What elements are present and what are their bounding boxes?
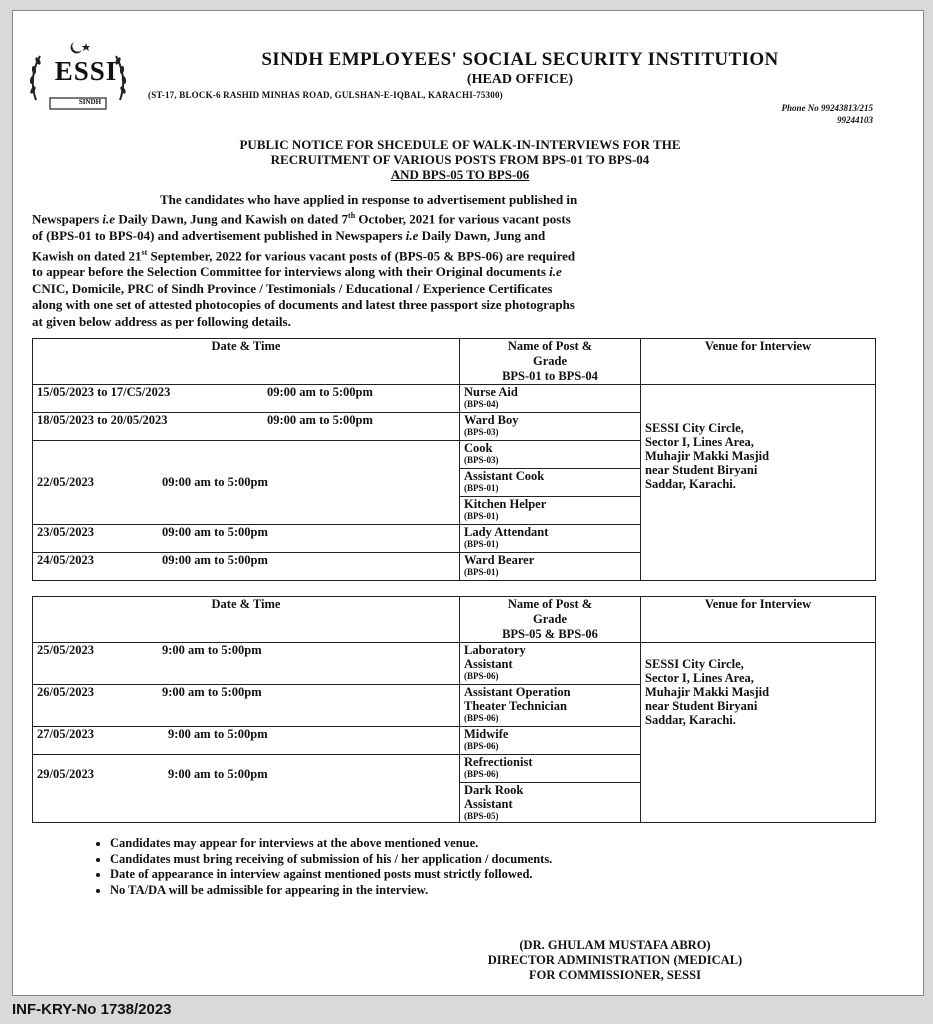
signature-block	[400, 938, 830, 983]
phone-numbers	[673, 102, 873, 126]
office-label: (HEAD OFFICE)	[466, 72, 574, 87]
post-cell: Ward Boy (BPS-03)	[460, 413, 641, 441]
venue-cell: SESSI City Circle, Sector I, Lines Area, Muhajir Makki Masjid near Student Biryani Saddar, Karachi.	[641, 643, 876, 823]
post-cell: Assistant Cook (BPS-01)	[460, 469, 641, 497]
list-item: • No TA/DA will be admissible for appearing in the interview.	[110, 883, 890, 899]
logo-caption: SINDH	[78, 98, 102, 106]
post-cell: Cook (BPS-03)	[460, 441, 641, 469]
table-row: 18/05/2023 to 20/05/2023 09:00 am to 5:00pm Ward Boy (BPS-03)	[33, 413, 876, 441]
signatory-name: (DR. GHULAM MUSTAFA ABRO)	[519, 938, 711, 952]
post-cell: Nurse Aid (BPS-04)	[460, 385, 641, 413]
post-cell: Dark Rook Assistant (BPS-05)	[460, 783, 641, 823]
body-line: to appear before the Selection Committee for interviews along with their Original documents i.e	[32, 264, 562, 280]
header-post-grade: Name of Post & Grade BPS-01 to BPS-04	[460, 339, 641, 385]
post-cell: Midwife (BPS-06)	[460, 727, 641, 755]
header-post-grade: Name of Post & Grade BPS-05 & BPS-06	[460, 597, 641, 643]
post-cell: Kitchen Helper (BPS-01)	[460, 497, 641, 525]
header-date-time: Date & Time	[33, 597, 460, 643]
table-row: 29/05/2023 9:00 am to 5:00pm Refrectionist (BPS-06)	[33, 755, 876, 783]
post-cell: Lady Attendant (BPS-01)	[460, 525, 641, 553]
table-row: 24/05/2023 09:00 am to 5:00pm Ward Bearer (BPS-01)	[33, 553, 876, 581]
logo-letters: ESSI	[54, 56, 118, 86]
body-line: Kawish on dated 21st September, 2022 for various vacant posts of (BPS-05 & BPS-06) are required	[32, 247, 576, 263]
schedule-table-bps-05-06	[32, 596, 876, 823]
post-cell: Laboratory Assistant (BPS-06)	[460, 643, 641, 685]
table-row: 23/05/2023 09:00 am to 5:00pm Lady Attendant (BPS-01)	[33, 525, 876, 553]
notice-title	[60, 137, 860, 182]
list-item: • Candidates must bring receiving of submission of his / her application / documents.	[110, 852, 890, 868]
table-row: 27/05/2023 9:00 am to 5:00pm Midwife (BPS-06)	[33, 727, 876, 755]
notice-title-line-3: AND BPS-05 TO BPS-06	[390, 167, 530, 182]
body-line: of (BPS-01 to BPS-04) and advertisement published in Newspapers i.e Daily Dawn, Jung and	[32, 228, 546, 244]
list-item: • Date of appearance in interview against mentioned posts must strictly followed.	[110, 867, 890, 883]
signatory-designation: DIRECTOR ADMINISTRATION (MEDICAL)	[487, 953, 743, 967]
list-item: • Candidates may appear for interviews at the above mentioned venue.	[110, 836, 890, 852]
table-row: 25/05/2023 9:00 am to 5:00pm Laboratory Assistant (BPS-06) SESSI City Circle, Sector I, Lines Area, Muhajir Makki Masjid near Student Biryani Saddar, Karachi.	[33, 643, 876, 685]
phone-line-1: Phone No 99243813/215	[781, 103, 873, 113]
header-venue: Venue for Interview	[641, 597, 876, 643]
post-cell: Ward Bearer (BPS-01)	[460, 553, 641, 581]
office-address: (ST-17, BLOCK-6 RASHID MINHAS ROAD, GULSHAN-E-IQBAL, KARACHI-75300)	[148, 90, 503, 100]
table-row: 22/05/2023 09:00 am to 5:00pm Cook (BPS-03)	[33, 441, 876, 469]
post-cell: Refrectionist (BPS-06)	[460, 755, 641, 783]
body-line: CNIC, Domicile, PRC of Sindh Province / Testimonials / Educational / Experience Certificates	[32, 280, 553, 296]
notice-title-line-1: PUBLIC NOTICE FOR SHCEDULE OF WALK-IN-INTERVIEWS FOR THE	[239, 137, 681, 152]
schedule-table-bps-01-04	[32, 338, 876, 581]
body-line: Newspapers i.e Daily Dawn, Jung and Kawish on dated 7th October, 2021 for various vacant posts	[32, 211, 571, 227]
body-line: The candidates who have applied in response to advertisement published in	[160, 192, 578, 207]
organization-name: SINDH EMPLOYEES' SOCIAL SECURITY INSTITUTION	[261, 49, 779, 70]
table-row: 15/05/2023 to 17/C5/2023 09:00 am to 5:00pm Nurse Aid (BPS-04) SESSI City Circle, Sector I, Lines Area, Muhajir Makki Masjid near Student Biryani Saddar, Karachi.	[33, 385, 876, 413]
signatory-for: FOR COMMISSIONER, SESSI	[529, 968, 701, 982]
venue-cell: SESSI City Circle, Sector I, Lines Area, Muhajir Makki Masjid near Student Biryani Saddar, Karachi.	[641, 385, 876, 581]
table-row: 26/05/2023 9:00 am to 5:00pm Assistant Operation Theater Technician (BPS-06)	[33, 685, 876, 727]
body-line: at given below address as per following details.	[32, 313, 291, 329]
notice-title-line-2: RECRUITMENT OF VARIOUS POSTS FROM BPS-01 TO BPS-04	[270, 152, 650, 167]
header-date-time: Date & Time	[33, 339, 460, 385]
phone-line-2: 99244103	[837, 115, 873, 125]
post-cell: Assistant Operation Theater Technician (BPS-06)	[460, 685, 641, 727]
header-venue: Venue for Interview	[641, 339, 876, 385]
reference-number: INF-KRY-No 1738/2023	[12, 1001, 172, 1018]
notice-body	[32, 192, 858, 330]
body-line: along with one set of attested photocopies of documents and latest three passport size photographs	[32, 297, 575, 313]
instruction-list	[80, 836, 890, 898]
